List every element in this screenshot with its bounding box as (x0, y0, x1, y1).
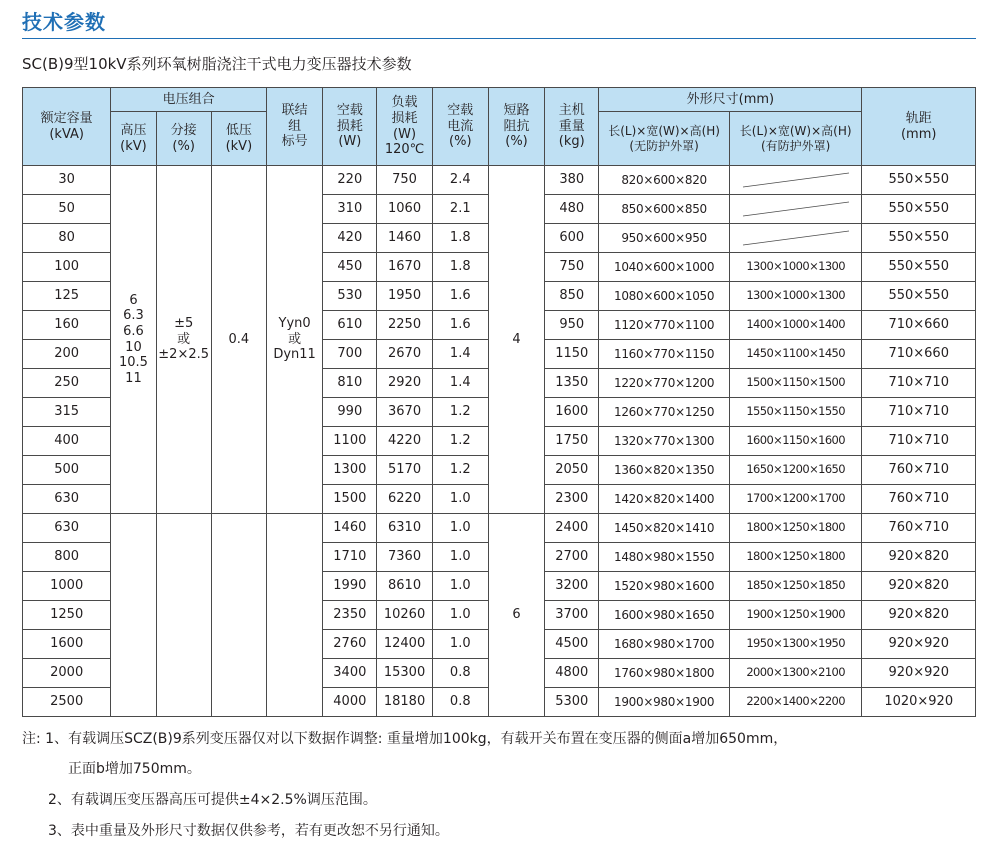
cell-no-load-current: 1.0 (432, 601, 488, 630)
cell-dim-no-cover: 1520×980×1600 (599, 572, 730, 601)
cell-dim-cover: 1300×1000×1300 (729, 253, 862, 282)
cell-no-load-loss: 700 (323, 340, 377, 369)
cell-dim-cover: 1950×1300×1950 (729, 630, 862, 659)
cell-dim-cover: 1400×1000×1400 (729, 311, 862, 340)
cell-dim-cover: 1700×1200×1700 (729, 485, 862, 514)
header-lv: 低压 (kV) (211, 112, 266, 166)
cell-capacity: 315 (23, 398, 111, 427)
cell-no-load-loss: 310 (323, 195, 377, 224)
header-dimensions: 外形尺寸(mm) (599, 88, 862, 112)
table-row (23, 166, 976, 195)
cell-load-loss: 7360 (377, 543, 432, 572)
cell-no-load-loss: 810 (323, 369, 377, 398)
note-1-continued: 正面b增加750mm。 (68, 761, 201, 777)
cell-no-load-loss: 1460 (323, 514, 377, 543)
cell-dim-no-cover: 950×600×950 (599, 224, 730, 253)
cell-capacity: 1000 (23, 572, 111, 601)
cell-hv-merged: 6 6.3 6.6 10 10.5 11 (111, 166, 156, 514)
cell-gauge: 760×710 (862, 514, 976, 543)
cell-no-load-current: 1.0 (432, 514, 488, 543)
cell-weight: 380 (545, 166, 599, 195)
cell-weight: 1750 (545, 427, 599, 456)
cell-impedance-merged: 6 (488, 514, 544, 717)
cell-weight: 2400 (545, 514, 599, 543)
cell-no-load-current: 1.0 (432, 572, 488, 601)
cell-gauge: 550×550 (862, 253, 976, 282)
cell-dim-cover: 2200×1400×2200 (729, 688, 862, 717)
cell-no-load-loss: 1710 (323, 543, 377, 572)
cell-gauge: 710×660 (862, 340, 976, 369)
cell-no-load-current: 1.6 (432, 282, 488, 311)
cell-no-load-loss: 4000 (323, 688, 377, 717)
cell-no-load-current: 1.8 (432, 224, 488, 253)
cell-dim-no-cover: 1360×820×1350 (599, 456, 730, 485)
cell-hv-empty (111, 514, 156, 717)
cell-load-loss: 2670 (377, 340, 432, 369)
table-row (23, 514, 976, 543)
cell-weight: 1350 (545, 369, 599, 398)
cell-dim-no-cover: 1760×980×1800 (599, 659, 730, 688)
spec-table-body (23, 166, 976, 717)
header-load-loss: 负载 损耗 (W) 120℃ (377, 88, 432, 166)
cell-no-load-current: 1.0 (432, 630, 488, 659)
cell-gauge: 550×550 (862, 282, 976, 311)
cell-no-load-current: 2.4 (432, 166, 488, 195)
not-applicable-slash-icon (737, 170, 855, 190)
cell-weight: 2700 (545, 543, 599, 572)
header-gauge: 轨距 (mm) (862, 88, 976, 166)
cell-capacity: 400 (23, 427, 111, 456)
cell-dim-no-cover: 1160×770×1150 (599, 340, 730, 369)
cell-gauge: 550×550 (862, 224, 976, 253)
cell-load-loss: 4220 (377, 427, 432, 456)
cell-dim-cover-na (729, 224, 862, 253)
cell-dim-no-cover: 1450×820×1410 (599, 514, 730, 543)
cell-no-load-loss: 610 (323, 311, 377, 340)
cell-dim-cover: 1800×1250×1800 (729, 543, 862, 572)
title-divider (22, 38, 976, 39)
cell-weight: 4800 (545, 659, 599, 688)
note-3: 3、表中重量及外形尺寸数据仅供参考，若有更改恕不另行通知。 (48, 823, 449, 839)
cell-gauge: 710×710 (862, 398, 976, 427)
cell-gauge: 920×820 (862, 601, 976, 630)
cell-no-load-loss: 1100 (323, 427, 377, 456)
cell-capacity: 1600 (23, 630, 111, 659)
cell-dim-no-cover: 850×600×850 (599, 195, 730, 224)
cell-load-loss: 6310 (377, 514, 432, 543)
cell-gauge: 920×820 (862, 572, 976, 601)
cell-capacity: 100 (23, 253, 111, 282)
cell-no-load-current: 2.1 (432, 195, 488, 224)
cell-weight: 1150 (545, 340, 599, 369)
cell-dim-no-cover: 1420×820×1400 (599, 485, 730, 514)
cell-gauge: 760×710 (862, 485, 976, 514)
header-connection: 联结 组 标号 (266, 88, 322, 166)
cell-gauge: 710×710 (862, 427, 976, 456)
cell-tap-empty (156, 514, 211, 717)
header-no-load-loss: 空载 损耗 (W) (323, 88, 377, 166)
cell-dim-cover: 1450×1100×1450 (729, 340, 862, 369)
cell-no-load-loss: 420 (323, 224, 377, 253)
cell-lv-empty (211, 514, 266, 717)
cell-capacity: 1250 (23, 601, 111, 630)
cell-load-loss: 8610 (377, 572, 432, 601)
cell-load-loss: 18180 (377, 688, 432, 717)
cell-no-load-current: 1.2 (432, 398, 488, 427)
cell-weight: 850 (545, 282, 599, 311)
cell-no-load-loss: 450 (323, 253, 377, 282)
header-impedance: 短路 阻抗 (%) (488, 88, 544, 166)
cell-load-loss: 10260 (377, 601, 432, 630)
cell-dim-cover: 1550×1150×1550 (729, 398, 862, 427)
cell-dim-cover: 1900×1250×1900 (729, 601, 862, 630)
header-dim-no-cover: 长(L)×宽(W)×高(H) (无防护外罩) (599, 112, 730, 166)
cell-weight: 950 (545, 311, 599, 340)
cell-dim-no-cover: 1680×980×1700 (599, 630, 730, 659)
cell-gauge: 1020×920 (862, 688, 976, 717)
cell-gauge: 710×710 (862, 369, 976, 398)
not-applicable-slash-icon (737, 199, 855, 219)
cell-weight: 5300 (545, 688, 599, 717)
cell-no-load-current: 1.0 (432, 543, 488, 572)
cell-weight: 3700 (545, 601, 599, 630)
cell-weight: 750 (545, 253, 599, 282)
cell-no-load-loss: 2760 (323, 630, 377, 659)
cell-capacity: 125 (23, 282, 111, 311)
cell-load-loss: 750 (377, 166, 432, 195)
header-weight: 主机 重量 (kg) (545, 88, 599, 166)
cell-no-load-current: 1.2 (432, 456, 488, 485)
cell-no-load-loss: 220 (323, 166, 377, 195)
cell-capacity: 2500 (23, 688, 111, 717)
header-tap: 分接 (%) (156, 112, 211, 166)
header-voltage-group: 电压组合 (111, 88, 267, 112)
cell-dim-no-cover: 1080×600×1050 (599, 282, 730, 311)
cell-dim-cover: 1300×1000×1300 (729, 282, 862, 311)
cell-capacity: 800 (23, 543, 111, 572)
cell-load-loss: 5170 (377, 456, 432, 485)
cell-dim-cover-na (729, 166, 862, 195)
cell-weight: 480 (545, 195, 599, 224)
section-title: 技术参数 (22, 10, 106, 34)
cell-dim-cover: 1500×1150×1500 (729, 369, 862, 398)
cell-no-load-loss: 1300 (323, 456, 377, 485)
cell-no-load-current: 1.6 (432, 311, 488, 340)
cell-no-load-current: 0.8 (432, 659, 488, 688)
cell-dim-no-cover: 1600×980×1650 (599, 601, 730, 630)
header-dim-cover: 长(L)×宽(W)×高(H) (有防护外罩) (729, 112, 862, 166)
cell-load-loss: 2250 (377, 311, 432, 340)
note-1: 注: 1、有载调压SCZ(B)9系列变压器仅对以下数据作调整: 重量增加100kg，有载开关布置在变压器的侧面a增加650mm， (22, 731, 788, 747)
cell-weight: 2050 (545, 456, 599, 485)
cell-no-load-current: 0.8 (432, 688, 488, 717)
cell-weight: 2300 (545, 485, 599, 514)
cell-load-loss: 1060 (377, 195, 432, 224)
cell-capacity: 160 (23, 311, 111, 340)
table-caption: SC(B)9型10kV系列环氧树脂浇注干式电力变压器技术参数 (22, 55, 412, 73)
cell-capacity: 30 (23, 166, 111, 195)
cell-no-load-loss: 530 (323, 282, 377, 311)
header-no-load-current: 空载 电流 (%) (432, 88, 488, 166)
cell-capacity: 80 (23, 224, 111, 253)
cell-gauge: 920×920 (862, 659, 976, 688)
cell-load-loss: 15300 (377, 659, 432, 688)
header-hv: 高压 (kV) (111, 112, 156, 166)
header-rated-capacity: 额定容量 (kVA) (23, 88, 111, 166)
cell-dim-cover: 1600×1150×1600 (729, 427, 862, 456)
cell-no-load-current: 1.8 (432, 253, 488, 282)
cell-capacity: 500 (23, 456, 111, 485)
cell-dim-cover: 1650×1200×1650 (729, 456, 862, 485)
not-applicable-slash-icon (737, 228, 855, 248)
cell-no-load-loss: 3400 (323, 659, 377, 688)
cell-weight: 3200 (545, 572, 599, 601)
cell-tap-merged: ±5 或 ±2×2.5 (156, 166, 211, 514)
cell-no-load-loss: 2350 (323, 601, 377, 630)
cell-load-loss: 1460 (377, 224, 432, 253)
cell-no-load-loss: 1500 (323, 485, 377, 514)
cell-dim-cover-na (729, 195, 862, 224)
cell-capacity: 50 (23, 195, 111, 224)
cell-no-load-current: 1.4 (432, 340, 488, 369)
cell-dim-no-cover: 1900×980×1900 (599, 688, 730, 717)
cell-load-loss: 12400 (377, 630, 432, 659)
cell-capacity: 630 (23, 514, 111, 543)
cell-dim-no-cover: 1260×770×1250 (599, 398, 730, 427)
cell-weight: 600 (545, 224, 599, 253)
cell-capacity: 250 (23, 369, 111, 398)
cell-no-load-current: 1.0 (432, 485, 488, 514)
cell-weight: 4500 (545, 630, 599, 659)
cell-gauge: 550×550 (862, 166, 976, 195)
cell-load-loss: 2920 (377, 369, 432, 398)
cell-dim-cover: 2000×1300×2100 (729, 659, 862, 688)
cell-capacity: 630 (23, 485, 111, 514)
cell-dim-cover: 1850×1250×1850 (729, 572, 862, 601)
cell-dim-no-cover: 1220×770×1200 (599, 369, 730, 398)
cell-dim-cover: 1800×1250×1800 (729, 514, 862, 543)
cell-connection-merged: Yyn0 或 Dyn11 (266, 166, 322, 514)
cell-dim-no-cover: 1120×770×1100 (599, 311, 730, 340)
cell-capacity: 2000 (23, 659, 111, 688)
cell-no-load-current: 1.2 (432, 427, 488, 456)
cell-lv-merged: 0.4 (211, 166, 266, 514)
cell-impedance-merged: 4 (488, 166, 544, 514)
cell-connection-empty (266, 514, 322, 717)
cell-capacity: 200 (23, 340, 111, 369)
cell-weight: 1600 (545, 398, 599, 427)
cell-load-loss: 3670 (377, 398, 432, 427)
cell-dim-no-cover: 1480×980×1550 (599, 543, 730, 572)
cell-gauge: 920×920 (862, 630, 976, 659)
cell-gauge: 550×550 (862, 195, 976, 224)
cell-gauge: 920×820 (862, 543, 976, 572)
cell-dim-no-cover: 820×600×820 (599, 166, 730, 195)
cell-load-loss: 6220 (377, 485, 432, 514)
cell-load-loss: 1670 (377, 253, 432, 282)
spec-table (22, 87, 976, 717)
note-2: 2、有载调压变压器高压可提供±4×2.5%调压范围。 (48, 792, 377, 808)
cell-no-load-current: 1.4 (432, 369, 488, 398)
cell-no-load-loss: 1990 (323, 572, 377, 601)
cell-dim-no-cover: 1040×600×1000 (599, 253, 730, 282)
cell-dim-no-cover: 1320×770×1300 (599, 427, 730, 456)
cell-load-loss: 1950 (377, 282, 432, 311)
cell-gauge: 760×710 (862, 456, 976, 485)
cell-no-load-loss: 990 (323, 398, 377, 427)
cell-gauge: 710×660 (862, 311, 976, 340)
